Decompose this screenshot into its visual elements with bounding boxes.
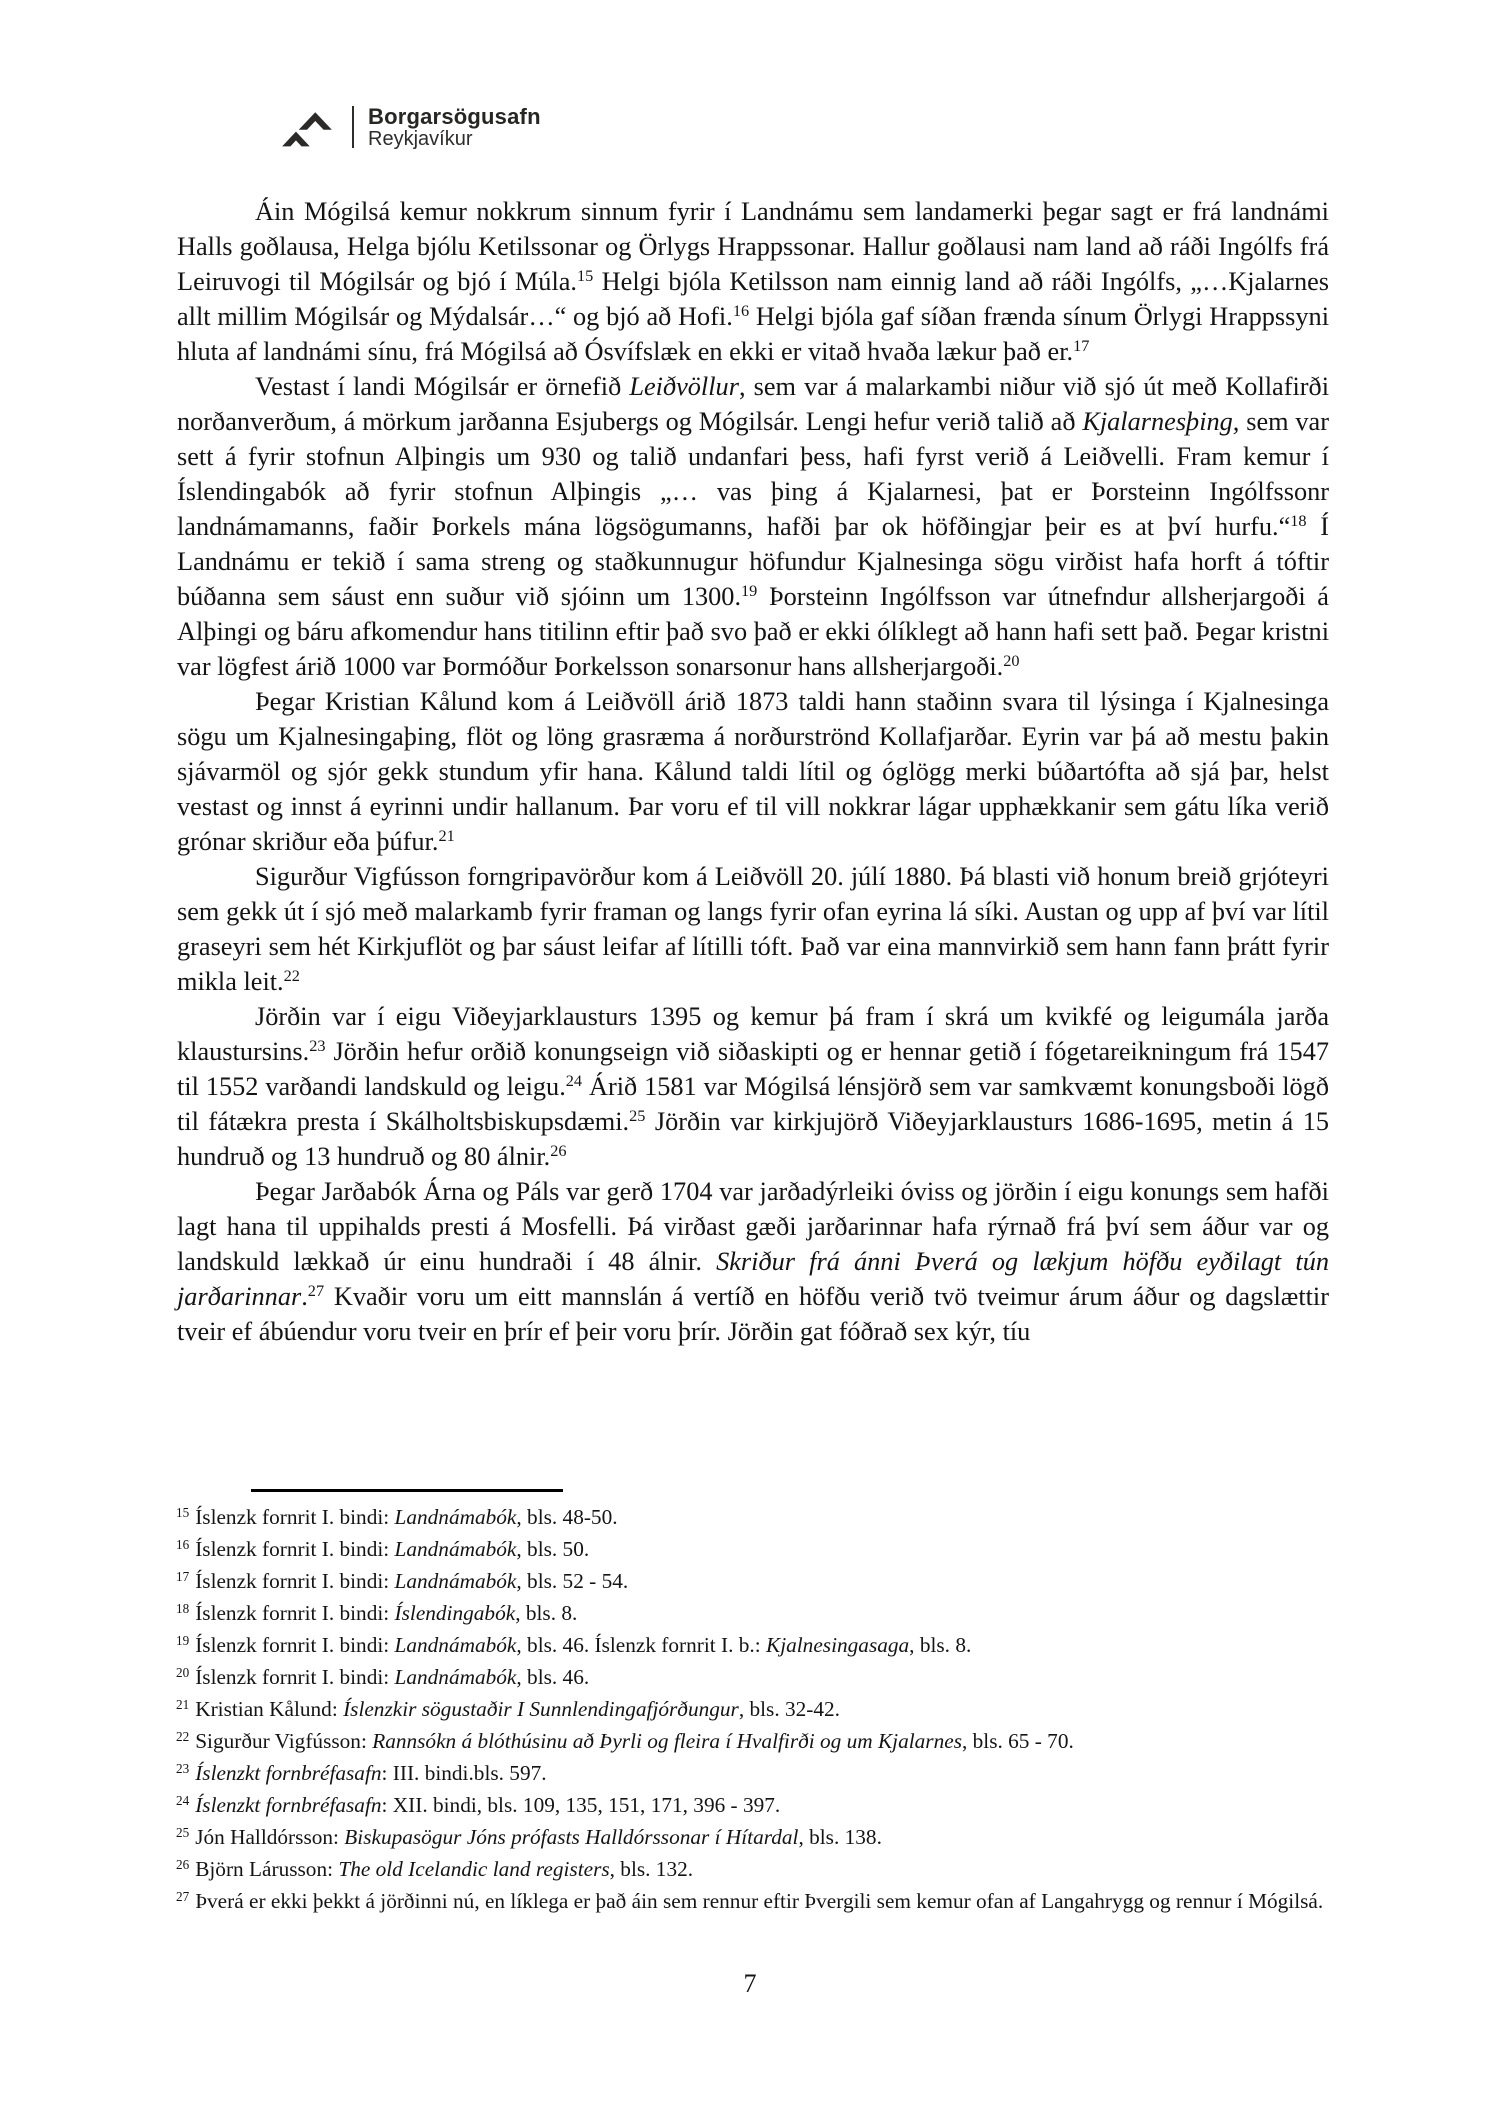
footnote <box>176 1885 1334 1917</box>
footnote-number: 16 <box>176 1536 190 1552</box>
footnote <box>176 1597 1334 1629</box>
footnote <box>176 1565 1334 1597</box>
footnote-text: Íslenzkt fornbréfasafn: XII. bindi, bls. 109, 135, 151, 171, 396 - 397. <box>195 1793 781 1817</box>
footnote-number: 21 <box>176 1696 190 1712</box>
footnote <box>176 1533 1334 1565</box>
paragraph: Jörðin var í eigu Viðeyjarklausturs 1395 og kemur þá fram í skrá um kvikfé og leigumála jarða klaustursins.$^{23}$ Jörðin hefur orðið konungseign við siðaskipti og er hennar getið í fógetareikningum frá 1547 til 1552 varðandi landskuld og leigu.$^{24}$ Árið 1581 var Mógilsá lénsjörð sem var samkvæmt konungsboði lögð til fátækra presta í Skálholtsbiskupsdæmi.$^{25}$ Jörðin var kirkjujörð Viðeyjarklausturs 1686-1695, metin á 15 hundruð og 13 hundruð og 80 álnir.$^{26}$ <box>177 1002 1329 1171</box>
logo-subtitle: Reykjavíkur <box>368 127 473 150</box>
footnote-text: Íslenzk fornrit I. bindi: Landnámabók, bls. 46. Íslenzk fornrit I. b.: Kjalnesingasaga, bls. 8. <box>195 1633 972 1657</box>
footnote-number: 19 <box>176 1632 190 1648</box>
document-body <box>177 194 1329 1349</box>
logo-title: Borgarsögusafn <box>368 103 541 129</box>
footnote-text: Íslenzk fornrit I. bindi: Landnámabók, bls. 52 - 54. <box>195 1569 629 1593</box>
footnotes-section <box>176 1501 1334 1917</box>
footnote-text: Sigurður Vigfússon: Rannsókn á blóthúsinu að Þyrli og fleira í Hvalfirði og um Kjalarnes, bls. 65 - 70. <box>195 1729 1074 1753</box>
double-chevron-peaks-icon <box>279 104 335 150</box>
footnote-number: 23 <box>176 1760 190 1776</box>
footnote-number: 24 <box>176 1792 190 1808</box>
footnote-text: Kristian Kålund: Íslenzkir sögustaðir I Sunnlendingafjórðungur, bls. 32-42. <box>195 1697 841 1721</box>
footnote-text: Íslenzk fornrit I. bindi: Landnámabók, bls. 48-50. <box>195 1505 618 1529</box>
footnote-number: 18 <box>176 1600 190 1616</box>
logo-text <box>368 105 541 150</box>
footnote-text: Íslenzk fornrit I. bindi: Landnámabók, bls. 50. <box>195 1537 590 1561</box>
footnote-text: Íslenzkt fornbréfasafn: III. bindi.bls. 597. <box>195 1761 547 1785</box>
page-number: 7 <box>743 1969 757 1998</box>
footnote-separator <box>251 1489 563 1492</box>
footnote <box>176 1789 1334 1821</box>
logo-divider <box>352 106 354 148</box>
footnote <box>176 1853 1334 1885</box>
footnote-text: Jón Halldórsson: Biskupasögur Jóns prófasts Halldórssonar í Hítardal, bls. 138. <box>195 1825 882 1849</box>
footnote-number: 25 <box>176 1824 190 1840</box>
paragraph: Sigurður Vigfússon forngripavörður kom á Leiðvöll 20. júlí 1880. Þá blasti við honum breið grjóteyri sem gekk út í sjó með malarkamb fyrir framan og langs fyrir ofan eyrina lá síki. Austan og upp af því var lítil graseyri sem hét Kirkjuflöt og þar sáust leifar af lítilli tóft. Það var eina mannvirkið sem hann fann þrátt fyrir mikla leit.$^{22}$ <box>177 862 1329 996</box>
footnote <box>176 1821 1334 1853</box>
footnote-number: 20 <box>176 1664 190 1680</box>
footnote-text: Íslenzk fornrit I. bindi: Landnámabók, bls. 46. <box>195 1665 590 1689</box>
footnote-number: 22 <box>176 1728 190 1744</box>
footnote <box>176 1725 1334 1757</box>
footnote-number: 17 <box>176 1568 190 1584</box>
footnote-number: 15 <box>176 1504 190 1520</box>
footnote-text: Björn Lárusson: The old Icelandic land registers, bls. 132. <box>195 1857 694 1881</box>
paragraph: Vestast í landi Mógilsár er örnefið Leiðvöllur, sem var á malarkambi niður við sjó út með Kollafirði norðanverðum, á mörkum jarðanna Esjubergs og Mógilsár. Lengi hefur verið talið að Kjalarnesþing, sem var sett á fyrir stofnun Alþingis um 930 og talið undanfari þess, hafi fyrst verið á Leiðvelli. Fram kemur í Íslendingabók að fyrir stofnun Alþingis „… vas þing á Kjalarnesi, þat er Þorsteinn Ingólfssonr landnámamanns, faðir Þorkels mána lögsögumanns, hafði þar ok höfðingjar þeir es at því hurfu.“$^{18}$ Í Landnámu er tekið í sama streng og staðkunnugur höfundur Kjalnesinga sögu virðist hafa horft á tóftir búðanna sem sáust enn suður við sjóinn um 1300.19 Þorsteinn Ingólfsson var útnefndur allsherjargoði á Alþingi og báru afkomendur hans titilinn eftir það svo það er ekki ólíklegt að hann hafi sett það. Þegar kristni var lögfest árið 1000 var Þormóður Þorkelsson sonarsonur hans allsherjargoði.$^{20}$ <box>177 372 1330 681</box>
borgarsogusafn-logo <box>279 103 541 151</box>
paragraph: Þegar Kristian Kålund kom á Leiðvöll árið 1873 taldi hann staðinn svara til lýsinga í Kjalnesinga sögu um Kjalnesingaþing, flöt og löng grasræma á norðurströnd Kollafjarðar. Eyrin var þá að mestu þakin sjávarmöl og sjór gekk stundum yfir hana. Kålund taldi lítil og óglögg merki búðartófta að sjá þar, helst vestast og innst á eyrinni undir hallanum. Þar voru ef til vill nokkrar lágar upphækkanir sem gátu líka verið grónar skriður eða þúfur.$^{21}$ <box>177 687 1329 856</box>
footnote <box>176 1757 1334 1789</box>
footnote <box>176 1501 1334 1533</box>
paragraph: Þegar Jarðabók Árna og Páls var gerð 1704 var jarðadýrleiki óviss og jörðin í eigu konungs sem hafði lagt hana til uppihalds presti á Mosfelli. Þá virðast gæði jarðarinnar hafa rýrnað frá því sem áður var og landskuld lækkað úr einu hundraði í 48 álnir. Skriður frá ánni Þverá og lækjum höfðu eyðilagt tún jarðarinnar.$^{27}$ Kvaðir voru um eitt mannslán á vertíð en höfðu verið tvö tveimur árum áður og dagslættir tveir ef ábúendur voru tveir en þrír ef þeir voru þrír. Jörðin gat fóðrað sex kýr, tíu <box>177 1177 1330 1346</box>
paragraph: Áin Mógilsá kemur nokkrum sinnum fyrir í Landnámu sem landamerki þegar sagt er frá landnámi Halls goðlausa, Helga bjólu Ketilssonar og Örlygs Hrappssonar. Hallur goðlausi nam land að ráði Ingólfs frá Leiruvogi til Mógilsár og bjó í Múla.$^{15}$ Helgi bjóla Ketilsson nam einnig land að ráði Ingólfs, „…Kjalarnes allt millim Mógilsár og Mýdalsár…“ og bjó að Hofi.$^{16}$ Helgi bjóla gaf síðan frænda sínum Örlygi Hrappssyni hluta af landnámi sínu, frá Mógilsá að Ósvífslæk en ekki er vitað hvaða lækur það er.$^{17}$ <box>177 197 1329 366</box>
footnote <box>176 1661 1334 1693</box>
footnote-number: 26 <box>176 1856 190 1872</box>
footnote <box>176 1629 1334 1661</box>
footnote-text: Þverá er ekki þekkt á jörðinni nú, en líklega er það áin sem rennur eftir Þvergili sem kemur ofan af Langahrygg og rennur í Mógilsá. <box>195 1889 1324 1913</box>
footnote <box>176 1693 1334 1725</box>
footnote-text: Íslenzk fornrit I. bindi: Íslendingabók, bls. 8. <box>195 1601 578 1625</box>
footnote-number: 27 <box>176 1888 190 1904</box>
